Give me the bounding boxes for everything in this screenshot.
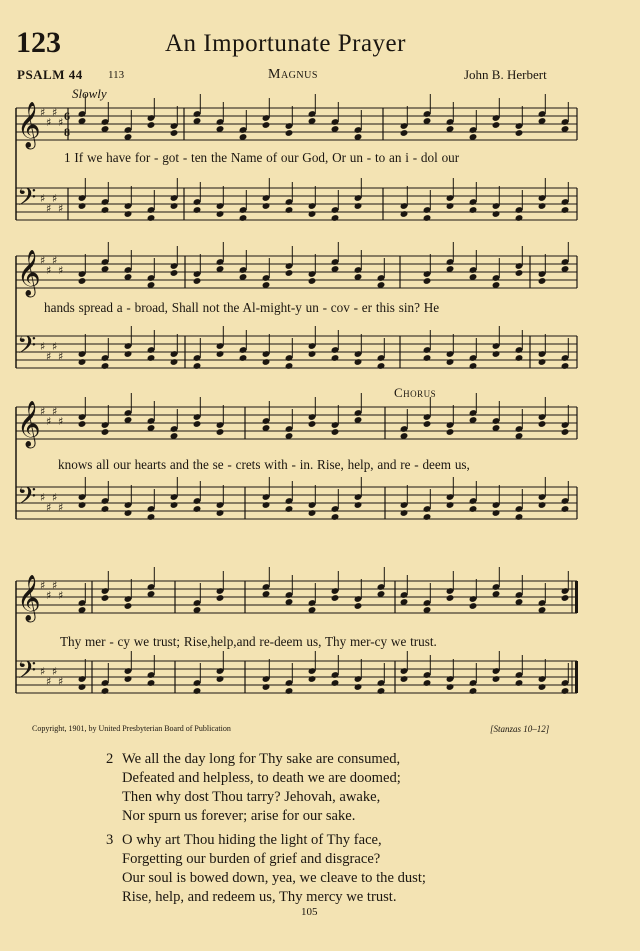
note-head	[377, 362, 386, 370]
verse-line: Forgetting our burden of grief and disgrace?	[122, 851, 381, 867]
sharp-icon: ♯	[46, 116, 52, 129]
note-head	[469, 362, 478, 370]
note-head	[446, 683, 455, 691]
note-head	[331, 428, 340, 436]
note-head	[331, 679, 340, 687]
verse-3	[106, 831, 426, 907]
note-head	[308, 277, 317, 285]
note-head	[285, 687, 294, 695]
note-head	[515, 513, 524, 521]
note-head	[193, 505, 202, 513]
note-head	[285, 129, 294, 137]
note-head	[538, 202, 547, 210]
note-head	[285, 505, 294, 513]
note-head	[78, 277, 87, 285]
note-head	[147, 513, 156, 521]
note-head	[101, 505, 110, 513]
note-head	[216, 509, 225, 517]
sharp-icon: ♯	[46, 675, 52, 688]
note-head	[216, 594, 225, 602]
copyright-notice: Copyright, 1901, by United Presbyterian Board of Publication	[32, 724, 231, 733]
treble-clef-icon: 𝄞	[17, 102, 41, 148]
note-head	[308, 420, 317, 428]
note-head	[124, 602, 133, 610]
note-head	[331, 513, 340, 521]
note-head	[423, 513, 432, 521]
note-head	[193, 277, 202, 285]
note-head	[216, 675, 225, 683]
sharp-icon: ♯	[40, 405, 46, 418]
sharp-icon: ♯	[46, 350, 52, 363]
note-head	[216, 210, 225, 218]
note-head	[170, 269, 179, 277]
note-head	[193, 687, 202, 695]
note-head	[538, 501, 547, 509]
sharp-icon: ♯	[58, 202, 64, 215]
note-head	[331, 594, 340, 602]
note-head	[423, 214, 432, 222]
sharp-icon: ♯	[52, 579, 58, 592]
note-head	[538, 358, 547, 366]
note-head	[124, 509, 133, 517]
verse-number: 3	[106, 832, 114, 848]
sharp-icon: ♯	[52, 192, 58, 205]
sharp-icon: ♯	[46, 202, 52, 215]
stanzas-note: [Stanzas 10–12]	[490, 724, 550, 734]
note-head	[193, 420, 202, 428]
sharp-icon: ♯	[40, 254, 46, 267]
note-head	[170, 202, 179, 210]
sharp-icon: ♯	[40, 106, 46, 119]
note-head	[538, 420, 547, 428]
note-head	[216, 350, 225, 358]
note-head	[285, 206, 294, 214]
tune-name: Magnus	[268, 67, 318, 82]
note-head	[124, 675, 133, 683]
note-head	[285, 362, 294, 370]
hymn-title: An Importunate Prayer	[165, 30, 406, 57]
time-signature: 8	[64, 125, 70, 139]
meter-number: 113	[108, 69, 125, 81]
note-head	[101, 687, 110, 695]
final-barline	[575, 581, 578, 613]
bass-clef-icon: 𝄢	[17, 331, 37, 366]
note-head	[239, 214, 248, 222]
note-head	[377, 687, 386, 695]
sharp-icon: ♯	[58, 116, 64, 129]
verse-line: 3 O why art Thou hiding the light of Thy face,	[106, 832, 382, 848]
sharp-icon: ♯	[52, 405, 58, 418]
note-head	[515, 129, 524, 137]
note-head	[78, 358, 87, 366]
note-head	[423, 420, 432, 428]
sharp-icon: ♯	[52, 254, 58, 267]
sharp-icon: ♯	[40, 340, 46, 353]
verse-line: Then why dost Thou tarry? Jehovah, awake,	[122, 789, 381, 805]
treble-clef-icon: 𝄞	[17, 575, 41, 621]
note-head	[147, 354, 156, 362]
note-head	[423, 354, 432, 362]
note-head	[308, 675, 317, 683]
sharp-icon: ♯	[40, 665, 46, 678]
tempo-marking: Slowly	[72, 86, 107, 101]
note-head	[262, 358, 271, 366]
note-head	[561, 362, 570, 370]
note-head	[538, 277, 547, 285]
note-head	[492, 210, 501, 218]
sharp-icon: ♯	[40, 192, 46, 205]
note-head	[170, 501, 179, 509]
note-head	[101, 594, 110, 602]
time-signature: 6	[64, 109, 70, 123]
note-head	[492, 509, 501, 517]
note-head	[354, 202, 363, 210]
note-head	[446, 358, 455, 366]
verse-line: Rise, help, and redeem us, Thy mercy we trust.	[122, 889, 397, 905]
sharp-icon: ♯	[58, 264, 64, 277]
note-head	[561, 206, 570, 214]
verse-line: Nor spurn us forever; arise for our sake.	[122, 808, 356, 824]
hymn-number: 123	[16, 26, 61, 59]
note-head	[561, 505, 570, 513]
verse-line: Our soul is bowed down, yea, we cleave to the dust;	[122, 870, 426, 886]
lyric-line-4: Thy mer - cy we trust; Rise,help,and re-deem us, Thy mer-cy we trust.	[60, 634, 437, 649]
note-head	[492, 350, 501, 358]
note-head	[469, 687, 478, 695]
note-head	[193, 362, 202, 370]
note-head	[423, 277, 432, 285]
note-head	[561, 594, 570, 602]
note-head	[469, 505, 478, 513]
note-head	[239, 354, 248, 362]
note-head	[124, 350, 133, 358]
note-head	[354, 602, 363, 610]
verse-2	[106, 750, 401, 826]
note-head	[78, 501, 87, 509]
sharp-icon: ♯	[46, 589, 52, 602]
note-head	[400, 129, 409, 137]
note-head	[515, 269, 524, 277]
note-head	[331, 354, 340, 362]
note-head	[262, 683, 271, 691]
note-head	[400, 675, 409, 683]
note-head	[446, 428, 455, 436]
note-head	[423, 679, 432, 687]
note-head	[262, 501, 271, 509]
note-head	[331, 214, 340, 222]
note-head	[400, 509, 409, 517]
page-number: 105	[301, 906, 318, 918]
note-head	[446, 594, 455, 602]
sharp-icon: ♯	[52, 106, 58, 119]
sharp-icon: ♯	[46, 501, 52, 514]
note-head	[308, 509, 317, 517]
note-head	[538, 683, 547, 691]
note-head	[101, 206, 110, 214]
note-head	[101, 428, 110, 436]
note-head	[193, 206, 202, 214]
bass-clef-icon: 𝄢	[17, 656, 37, 691]
note-head	[469, 602, 478, 610]
note-head	[262, 121, 271, 129]
note-head	[400, 210, 409, 218]
note-head	[515, 354, 524, 362]
sharp-icon: ♯	[40, 579, 46, 592]
composer: John B. Herbert	[464, 67, 547, 82]
verse-line: Defeated and helpless, to death we are doomed;	[122, 770, 401, 786]
sharp-icon: ♯	[52, 340, 58, 353]
sharp-icon: ♯	[58, 675, 64, 688]
note-head	[147, 214, 156, 222]
note-head	[262, 202, 271, 210]
note-head	[446, 202, 455, 210]
sharp-icon: ♯	[58, 589, 64, 602]
note-head	[124, 210, 133, 218]
note-head	[78, 683, 87, 691]
sharp-icon: ♯	[58, 415, 64, 428]
note-head	[101, 362, 110, 370]
note-head	[78, 420, 87, 428]
note-head	[216, 428, 225, 436]
verse-line: 2 We all the day long for Thy sake are consumed,	[106, 751, 401, 767]
note-head	[170, 129, 179, 137]
chorus-label: Chorus	[394, 385, 437, 400]
note-head	[285, 269, 294, 277]
sharp-icon: ♯	[52, 665, 58, 678]
sharp-icon: ♯	[46, 264, 52, 277]
lyric-line-2: hands spread a - broad, Shall not the Al-might-y un - cov - er this sin? He	[44, 300, 440, 315]
note-head	[515, 679, 524, 687]
note-head	[354, 683, 363, 691]
note-head	[561, 687, 570, 695]
note-head	[308, 350, 317, 358]
sharp-icon: ♯	[58, 350, 64, 363]
note-head	[147, 679, 156, 687]
note-head	[170, 358, 179, 366]
note-head	[492, 675, 501, 683]
note-head	[515, 214, 524, 222]
note-head	[469, 206, 478, 214]
note-head	[492, 121, 501, 129]
note-head	[446, 501, 455, 509]
note-head	[354, 501, 363, 509]
sharp-icon: ♯	[52, 491, 58, 504]
note-head	[308, 210, 317, 218]
note-head	[147, 121, 156, 129]
verse-number: 2	[106, 751, 114, 767]
treble-clef-icon: 𝄞	[17, 401, 41, 447]
psalm-reference: PSALM 44	[17, 67, 83, 82]
note-head	[78, 202, 87, 210]
final-barline	[575, 661, 578, 693]
note-head	[561, 428, 570, 436]
lyric-line-3: knows all our hearts and the se - crets with - in. Rise, help, and re - deem us,	[58, 457, 470, 472]
bass-clef-icon: 𝄢	[17, 482, 37, 517]
sharp-icon: ♯	[40, 491, 46, 504]
treble-clef-icon: 𝄞	[17, 250, 41, 296]
sharp-icon: ♯	[46, 415, 52, 428]
note-head	[354, 358, 363, 366]
bass-clef-icon: 𝄢	[17, 183, 37, 218]
sharp-icon: ♯	[58, 501, 64, 514]
lyric-line-1: 1 If we have for - got - ten the Name of our God, Or un - to an i - dol our	[64, 150, 460, 165]
